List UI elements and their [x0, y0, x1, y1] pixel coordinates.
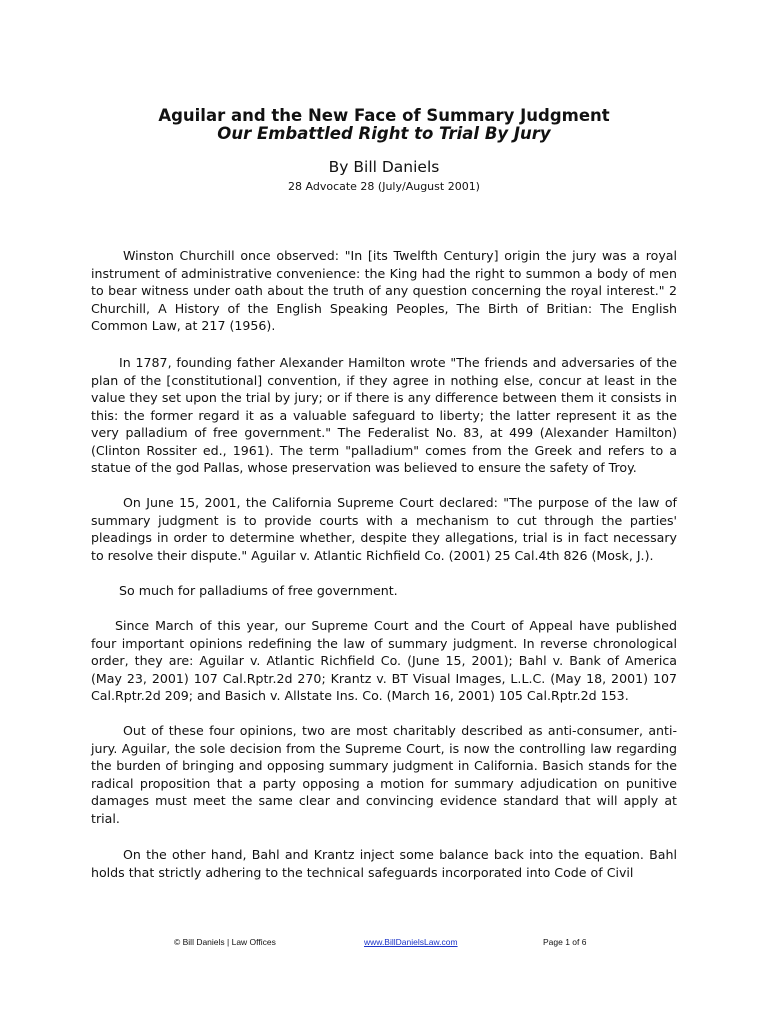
- document-title: Aguilar and the New Face of Summary Judgment: [158, 106, 610, 125]
- body-paragraph-2: In 1787, founding father Alexander Hamilton wrote "The friends and adversaries of the plan of the [constitutional] convention, if they agree in nothing else, concur at least in the value they set upon the trial by jury; or if there is any difference between them it consists in this: the former regard it as a valuable safeguard to liberty; the latter represent it as the very palladium of free government." The Federalist No. 83, at 499 (Alexander Hamilton) (Clinton Rossiter ed., 1961). The term "palladium" comes from the Greek and refers to a statue of the god Pallas, whose preservation was believed to ensure the safety of Troy.: [91, 355, 677, 475]
- body-paragraph-5: Since March of this year, our Supreme Court and the Court of Appeal have published four important opinions redefining the law of summary judgment. In reverse chronological order, they are: Aguilar v. Atlantic Richfield Co. (June 15, 2001); Bahl v. Bank of America (May 23, 2001) 107 Cal.Rptr.2d 270; Krantz v. BT Visual Images, L.L.C. (May 18, 2001) 107 Cal.Rptr.2d 209; and Basich v. Allstate Ins. Co. (March 16, 2001) 105 Cal.Rptr.2d 153.: [91, 618, 677, 703]
- footer-website-link[interactable]: www.BillDanielsLaw.com: [364, 937, 458, 947]
- document-subtitle: Our Embattled Right to Trial By Jury: [217, 124, 551, 143]
- body-paragraph-3: On June 15, 2001, the California Supreme Court declared: "The purpose of the law of summary judgment is to provide courts with a mechanism to cut through the parties' pleadings in order to determine whether, despite they allegations, trial is in fact necessary to resolve their dispute." Aguilar v. Atlantic Richfield Co. (2001) 25 Cal.4th 826 (Mosk, J.).: [91, 495, 677, 563]
- footer-copyright: © Bill Daniels | Law Offices: [174, 937, 276, 947]
- body-paragraph-7: On the other hand, Bahl and Krantz inject some balance back into the equation. Bahl holds that strictly adhering to the technical safeguards incorporated into Code of Civil: [91, 847, 677, 880]
- footer-page-number: Page 1 of 6: [543, 937, 587, 947]
- publication-citation: 28 Advocate 28 (July/August 2001): [288, 180, 480, 193]
- page-footer: [0, 936, 768, 950]
- body-paragraph-4: So much for palladiums of free government.: [119, 583, 398, 598]
- body-paragraph-1: Winston Churchill once observed: "In [its Twelfth Century] origin the jury was a royal instrument of administrative convenience: the King had the right to summon a body of men to bear witness under oath about the truth of any question concerning the royal interest." 2 Churchill, A History of the English Speaking Peoples, The Birth of Britian: The English Common Law, at 217 (1956).: [91, 248, 677, 333]
- body-paragraph-6: Out of these four opinions, two are most charitably described as anti-consumer, anti-jury. Aguilar, the sole decision from the Supreme Court, is now the controlling law regarding the burden of bringing and opposing summary judgment in California. Basich stands for the radical proposition that a party opposing a motion for summary adjudication on punitive damages must meet the same clear and convincing evidence standard that will apply at trial.: [91, 723, 677, 826]
- author-byline: By Bill Daniels: [328, 158, 440, 176]
